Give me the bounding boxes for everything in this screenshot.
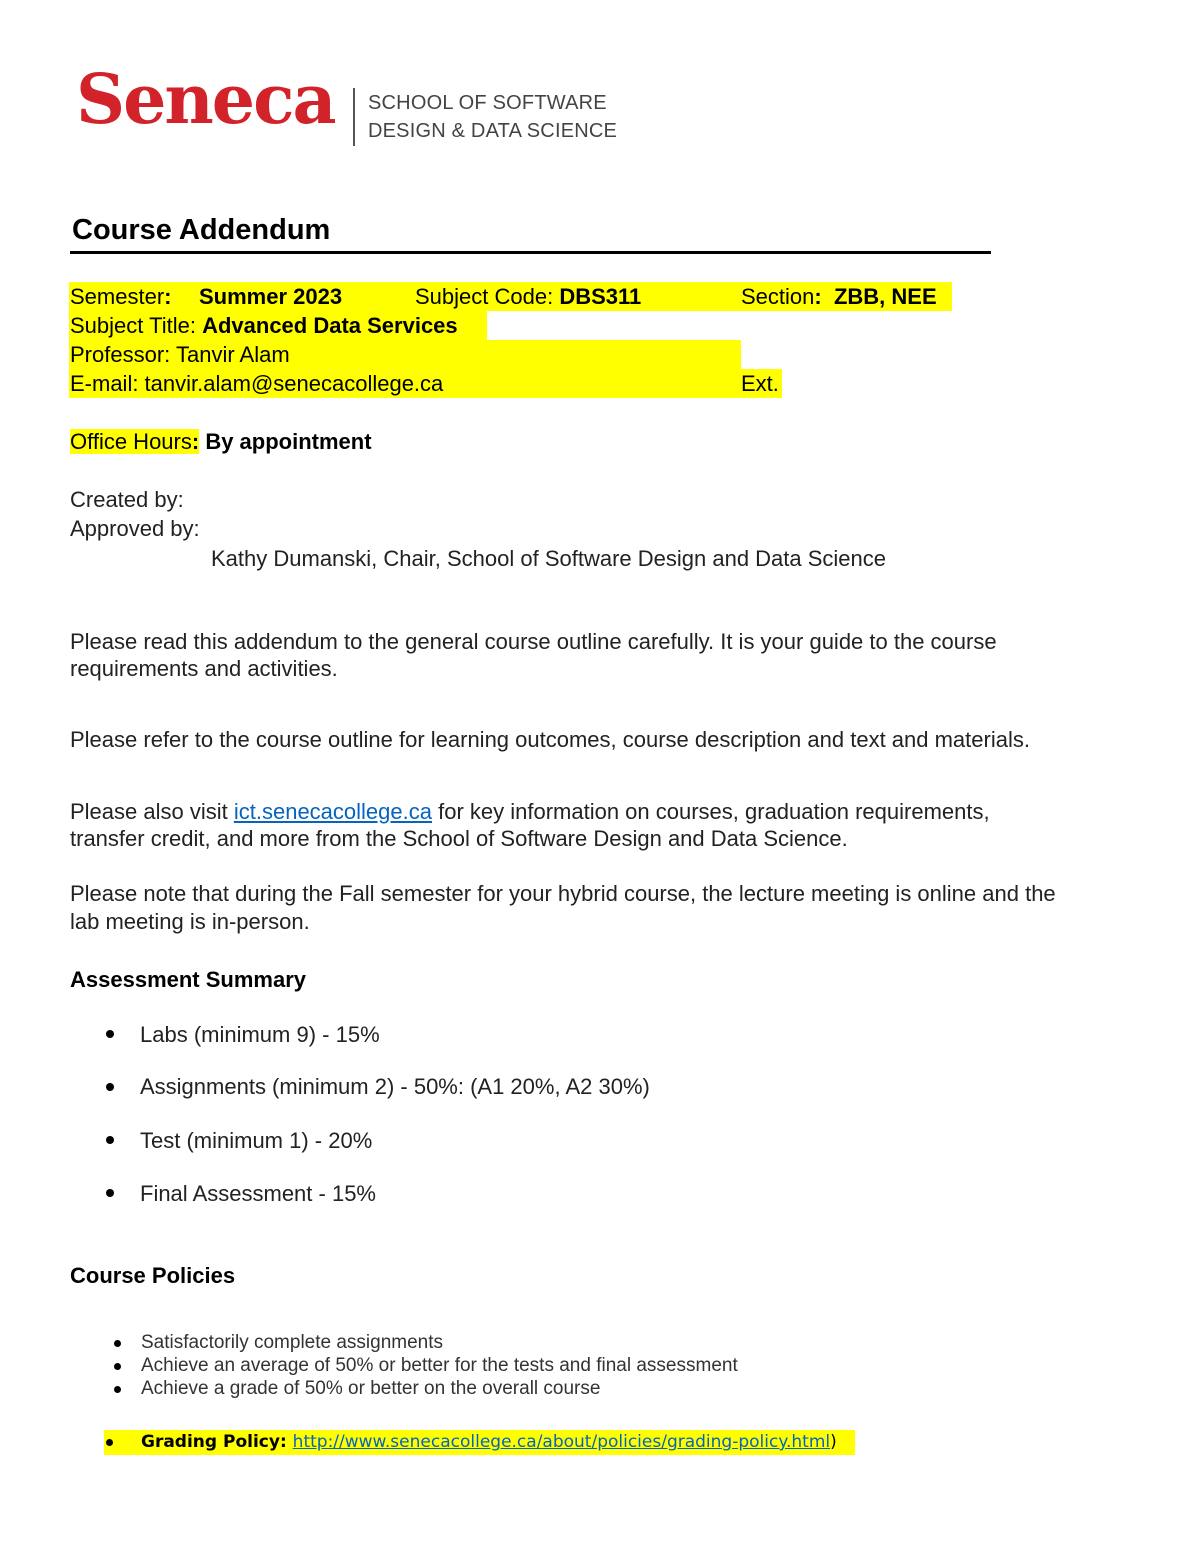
office-hours: Office Hours: By appointment	[70, 429, 372, 454]
paragraph-3-line-2: transfer credit, and more from the School of Software Design and Data Science.	[70, 826, 848, 851]
approved-by: Approved by:	[70, 516, 200, 541]
subject-code-value: DBS311	[559, 284, 642, 309]
grading-policy-suffix: )	[830, 1432, 837, 1452]
office-hours-value: By appointment	[205, 429, 372, 454]
section-value: ZBB, NEE	[833, 284, 937, 309]
bullet-icon	[106, 1030, 114, 1038]
professor-field: Professor: Tanvir Alam	[70, 342, 290, 367]
subject-code-label: Subject Code:	[415, 284, 560, 309]
ict-link[interactable]: ict.senecacollege.ca	[233, 799, 432, 824]
bullet-icon	[106, 1439, 113, 1446]
subject-title-value: Advanced Data Services	[202, 313, 458, 338]
created-by: Created by:	[70, 487, 184, 512]
bullet-icon	[106, 1189, 114, 1197]
assessment-item: Labs (minimum 9) - 15%	[140, 1022, 380, 1047]
subject-title-field	[70, 311, 458, 340]
assessment-item: Assignments (minimum 2) - 50%: (A1 20%, A2 30%)	[140, 1074, 650, 1099]
section-field: Section: ZBB, NEE	[741, 284, 937, 309]
paragraph-1-line-2: requirements and activities.	[70, 656, 338, 681]
grading-policy-link[interactable]: http://www.senecacollege.ca/about/policies/grading-policy.html	[292, 1432, 831, 1452]
assessment-item: Test (minimum 1) - 20%	[140, 1128, 373, 1153]
paragraph-3-text: Please also visit	[70, 799, 234, 824]
semester-label: Semester	[70, 284, 165, 309]
assessment-item: Final Assessment - 15%	[140, 1181, 376, 1206]
school-name-line1: SCHOOL OF SOFTWARE	[368, 92, 607, 114]
paragraph-3-after: for key information on courses, graduation requirements,	[431, 799, 990, 824]
bullet-icon	[114, 1363, 121, 1370]
seneca-logo: Seneca	[76, 60, 335, 140]
paragraph-4-line-1: Please note that during the Fall semester for your hybrid course, the lecture meeting is online and the	[70, 881, 1056, 906]
bullet-icon	[106, 1083, 114, 1091]
paragraph-1-line-1: Please read this addendum to the general course outline carefully. It is your guide to the course	[70, 629, 997, 654]
grading-policy	[141, 1432, 837, 1452]
subject-title-label: Subject Title:	[70, 313, 203, 338]
section-label: Section	[741, 284, 815, 309]
semester-field: Semester:	[70, 284, 172, 309]
bullet-icon	[106, 1136, 114, 1144]
email-field: E-mail: tanvir.alam@senecacollege.ca	[70, 371, 444, 396]
bullet-icon	[114, 1340, 121, 1347]
school-name-line2: DESIGN & DATA SCIENCE	[368, 120, 618, 142]
subject-code-field	[415, 282, 641, 311]
policy-item: Achieve a grade of 50% or better on the overall course	[141, 1378, 601, 1399]
semester-value: Summer 2023	[199, 284, 343, 309]
approver-name: Kathy Dumanski, Chair, School of Software Design and Data Science	[211, 546, 887, 571]
office-hours-label: Office Hours	[70, 429, 192, 454]
logo-divider	[353, 88, 355, 146]
policies-heading: Course Policies	[70, 1263, 236, 1288]
ext-field: Ext.	[741, 371, 779, 396]
assessment-heading: Assessment Summary	[70, 967, 307, 992]
grading-policy-label: Grading Policy:	[141, 1432, 293, 1452]
paragraph-2: Please refer to the course outline for learning outcomes, course description and text and materials.	[70, 727, 1030, 752]
paragraph-3-line-1	[70, 797, 990, 826]
policy-item: Achieve an average of 50% or better for the tests and final assessment	[141, 1355, 738, 1376]
policy-item: Satisfactorily complete assignments	[141, 1332, 444, 1353]
paragraph-4-line-2: lab meeting is in-person.	[70, 909, 310, 934]
bullet-icon	[114, 1386, 121, 1393]
page-title: Course Addendum	[72, 214, 331, 246]
title-underline	[70, 251, 991, 254]
